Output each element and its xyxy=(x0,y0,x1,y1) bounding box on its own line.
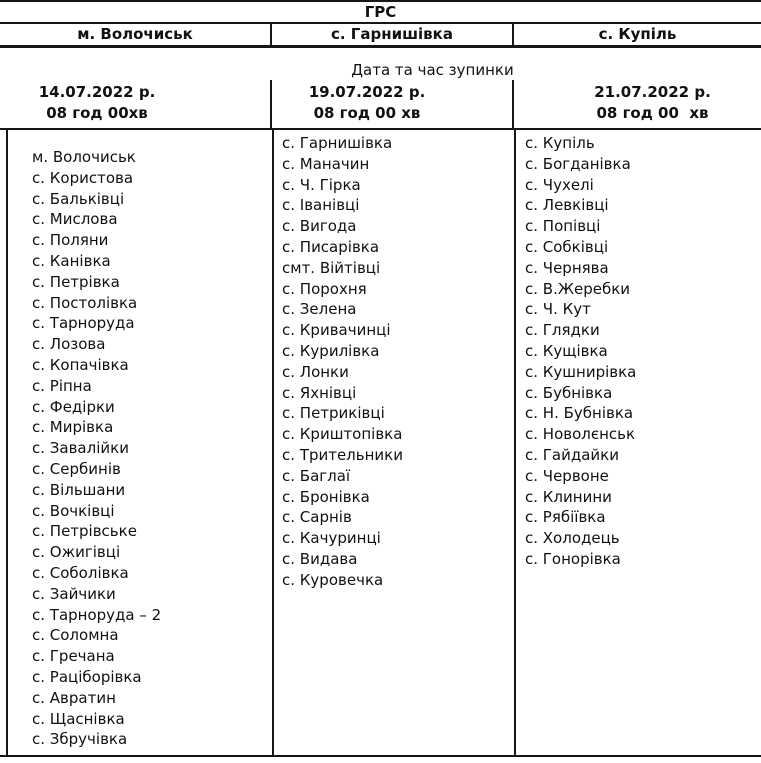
settlement-item: с. Куровечка xyxy=(282,570,384,589)
shutdown-date-cell xyxy=(0,80,272,128)
settlement-item: с. Червоне xyxy=(525,466,609,485)
settlement-item: с. Соболівка xyxy=(32,563,129,582)
settlement-item: с. Раціборівка xyxy=(32,667,142,686)
settlement-item: с. Криштопівка xyxy=(282,425,403,444)
shutdown-time: 08 год 00 хв xyxy=(596,104,709,122)
settlement-item: с. Холодець xyxy=(525,529,620,548)
settlement-item: с. Петриківці xyxy=(282,404,385,423)
station-name-harnyshivka: с. Гарнишівка xyxy=(272,24,514,45)
settlement-item: с. Соломна xyxy=(32,626,119,645)
shutdown-date: 19.07.2022 р. xyxy=(308,83,426,101)
settlement-item: с. Левківці xyxy=(525,196,609,215)
settlement-item: с. Качуринці xyxy=(282,529,381,548)
shutdown-date: 14.07.2022 р. xyxy=(38,83,156,101)
settlement-item: с. Ожигівці xyxy=(32,543,121,562)
settlement-item: с. Вільшани xyxy=(32,480,126,499)
settlement-item: с. Федірки xyxy=(32,397,115,416)
settlement-item: с. Собківці xyxy=(525,237,609,256)
settlement-item: с. Глядки xyxy=(525,321,600,340)
table-title: ГРС xyxy=(0,0,761,24)
settlement-item: с. Лонки xyxy=(282,362,349,381)
settlement-item: с. Трительники xyxy=(282,445,403,464)
settlement-list-kupil xyxy=(516,130,761,755)
settlement-item: с. Яхнівці xyxy=(282,383,357,402)
shutdown-time: 08 год 00хв xyxy=(46,104,148,122)
settlement-list-harnyshivka xyxy=(274,130,516,755)
settlement-item: с. Кушнирівка xyxy=(525,362,637,381)
settlement-item: с. В.Жеребки xyxy=(525,279,631,298)
settlement-item: с. Тарноруда – 2 xyxy=(32,605,162,624)
settlement-item: с. Маначин xyxy=(282,154,370,173)
settlement-item: с. Попівці xyxy=(525,217,601,236)
date-time-subtitle: Дата та час зупинки xyxy=(351,61,514,79)
settlement-item: с. Постолівка xyxy=(32,293,138,312)
station-header-row xyxy=(0,24,761,48)
settlement-item: м. Волочиськ xyxy=(32,148,136,166)
settlement-item: с. Петрівка xyxy=(32,272,120,291)
settlement-item: с. Богданівка xyxy=(525,154,631,173)
station-name-volochysk: м. Волочиськ xyxy=(0,24,272,45)
settlement-item: с. Поляни xyxy=(32,231,109,250)
settlement-item: с. Порохня xyxy=(282,279,367,298)
settlement-item: с. Канівка xyxy=(32,251,111,270)
settlement-item: с. Завалійки xyxy=(32,439,129,458)
spacer xyxy=(0,48,761,61)
settlement-item: с. Гонорівка xyxy=(525,549,621,568)
settlement-item: с. Клинини xyxy=(525,487,612,506)
settlement-list-volochysk xyxy=(8,130,274,755)
shutdown-date: 21.07.2022 р. xyxy=(594,83,711,101)
shutdown-date-cell xyxy=(272,80,514,128)
settlement-item: с. Бубнівка xyxy=(525,383,613,402)
settlement-item: с. Збручівка xyxy=(32,730,128,749)
settlement-item: с. Гречана xyxy=(32,647,115,666)
settlement-item: с. Зайчики xyxy=(32,584,116,603)
settlement-item: с. Бальківці xyxy=(32,189,125,208)
settlement-item: с. Авратин xyxy=(32,688,116,707)
settlement-item: с. Мирівка xyxy=(32,418,114,437)
settlement-item: с. Н. Бубнівка xyxy=(525,404,634,423)
settlement-item: с. Копачівка xyxy=(32,355,129,374)
settlement-item: с. Вигода xyxy=(282,217,357,236)
station-name-kupil: с. Купіль xyxy=(598,25,677,43)
settlement-item: с. Сербинів xyxy=(32,459,121,478)
settlement-item: с. Тарноруда xyxy=(32,314,135,333)
settlement-item: с. Петрівське xyxy=(32,522,137,541)
settlement-item: с. Рябіївка xyxy=(525,508,606,527)
settlement-item: с. Чухелі xyxy=(525,175,594,194)
settlement-item: с. Купіль xyxy=(525,134,595,152)
shutdown-date-cell xyxy=(514,80,761,128)
shutdown-dates-row xyxy=(0,80,761,128)
settlement-item: с. Вочківці xyxy=(32,501,115,520)
settlement-item: с. Лозова xyxy=(32,335,106,354)
settlement-item: с. Гарнишівка xyxy=(282,134,393,152)
settlement-item: с. Ріпна xyxy=(32,376,92,395)
settlement-item: с. Новолєнськ xyxy=(525,425,636,444)
shutdown-time: 08 год 00 хв xyxy=(313,104,421,122)
settlement-item: с. Баглаї xyxy=(282,466,351,485)
settlement-item: с. Писарівка xyxy=(282,237,380,256)
settlement-item: с. Чернява xyxy=(525,258,609,277)
settlement-item: с. Щаснівка xyxy=(32,709,125,728)
settlement-item: с. Видава xyxy=(282,549,358,568)
settlement-item: с. Кривачинці xyxy=(282,321,391,340)
settlement-item: с. Іванівці xyxy=(282,196,360,215)
settlement-item: с. Бронівка xyxy=(282,487,370,506)
settlement-item: с. Ч. Кут xyxy=(525,300,591,319)
settlement-item: с. Гайдайки xyxy=(525,445,619,464)
settlement-item: с. Сарнів xyxy=(282,508,352,527)
settlement-item: с. Курилівка xyxy=(282,341,380,360)
settlements-body xyxy=(0,128,761,757)
settlement-item: с. Зелена xyxy=(282,300,357,319)
settlement-item: смт. Війтівці xyxy=(282,258,381,277)
settlement-item: с. Користова xyxy=(32,168,134,187)
settlement-item: с. Ч. Гірка xyxy=(282,175,361,194)
settlement-item: с. Мислова xyxy=(32,210,118,229)
settlement-item: с. Кущівка xyxy=(525,341,608,360)
